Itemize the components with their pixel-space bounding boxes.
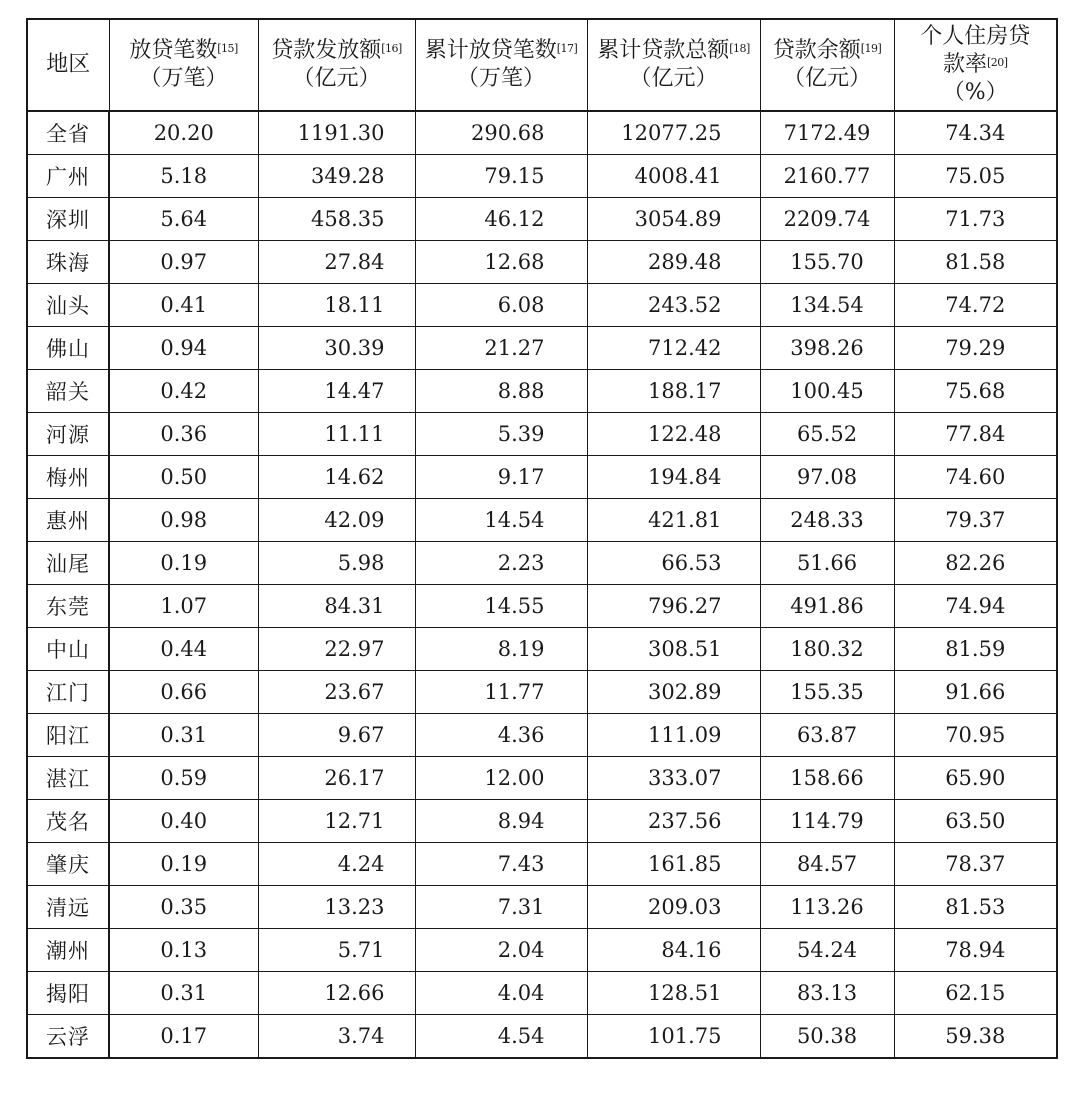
cell-loans-count: 0.31 bbox=[109, 972, 258, 1015]
cell-cumulative-count: 12.68 bbox=[415, 241, 587, 284]
cell-loans-amount: 22.97 bbox=[258, 628, 415, 671]
header-balance: 贷款余额[19] （亿元） bbox=[760, 19, 894, 111]
cell-loans-count: 20.20 bbox=[109, 111, 258, 155]
cell-ratio: 62.15 bbox=[894, 972, 1057, 1015]
cell-loans-amount: 13.23 bbox=[258, 886, 415, 929]
cell-ratio: 74.94 bbox=[894, 585, 1057, 628]
cell-region: 惠州 bbox=[27, 499, 109, 542]
cell-cumulative-count: 14.54 bbox=[415, 499, 587, 542]
cell-balance: 398.26 bbox=[760, 327, 894, 370]
cell-loans-amount: 14.47 bbox=[258, 370, 415, 413]
cell-balance: 7172.49 bbox=[760, 111, 894, 155]
cell-region: 珠海 bbox=[27, 241, 109, 284]
cell-balance: 134.54 bbox=[760, 284, 894, 327]
cell-cumulative-total: 333.07 bbox=[587, 757, 760, 800]
cell-cumulative-total: 302.89 bbox=[587, 671, 760, 714]
cell-ratio: 79.29 bbox=[894, 327, 1057, 370]
table-row bbox=[27, 843, 1057, 886]
table-row bbox=[27, 327, 1057, 370]
cell-cumulative-count: 9.17 bbox=[415, 456, 587, 499]
cell-region: 深圳 bbox=[27, 198, 109, 241]
cell-balance: 158.66 bbox=[760, 757, 894, 800]
cell-region: 江门 bbox=[27, 671, 109, 714]
cell-loans-count: 0.41 bbox=[109, 284, 258, 327]
cell-balance: 50.38 bbox=[760, 1015, 894, 1059]
cell-cumulative-total: 161.85 bbox=[587, 843, 760, 886]
header-cumulative-count: 累计放贷笔数[17] （万笔） bbox=[415, 19, 587, 111]
table-row bbox=[27, 886, 1057, 929]
table-row bbox=[27, 370, 1057, 413]
cell-loans-count: 0.42 bbox=[109, 370, 258, 413]
cell-cumulative-count: 21.27 bbox=[415, 327, 587, 370]
table-row bbox=[27, 413, 1057, 456]
cell-loans-count: 5.18 bbox=[109, 155, 258, 198]
cell-loans-count: 0.19 bbox=[109, 542, 258, 585]
cell-loans-amount: 349.28 bbox=[258, 155, 415, 198]
cell-cumulative-total: 3054.89 bbox=[587, 198, 760, 241]
cell-cumulative-count: 11.77 bbox=[415, 671, 587, 714]
table-row bbox=[27, 757, 1057, 800]
cell-balance: 491.86 bbox=[760, 585, 894, 628]
cell-cumulative-count: 4.04 bbox=[415, 972, 587, 1015]
cell-balance: 114.79 bbox=[760, 800, 894, 843]
cell-ratio: 71.73 bbox=[894, 198, 1057, 241]
cell-loans-amount: 11.11 bbox=[258, 413, 415, 456]
cell-region: 韶关 bbox=[27, 370, 109, 413]
cell-region: 汕头 bbox=[27, 284, 109, 327]
header-loans-amount: 贷款发放额[16] （亿元） bbox=[258, 19, 415, 111]
cell-loans-count: 0.13 bbox=[109, 929, 258, 972]
cell-cumulative-total: 308.51 bbox=[587, 628, 760, 671]
table-row bbox=[27, 671, 1057, 714]
cell-ratio: 65.90 bbox=[894, 757, 1057, 800]
cell-cumulative-count: 7.31 bbox=[415, 886, 587, 929]
cell-loans-amount: 12.71 bbox=[258, 800, 415, 843]
cell-region: 梅州 bbox=[27, 456, 109, 499]
cell-ratio: 81.58 bbox=[894, 241, 1057, 284]
cell-cumulative-count: 12.00 bbox=[415, 757, 587, 800]
cell-region: 肇庆 bbox=[27, 843, 109, 886]
table-row bbox=[27, 111, 1057, 155]
table-body bbox=[27, 111, 1057, 1058]
cell-region: 东莞 bbox=[27, 585, 109, 628]
cell-region: 阳江 bbox=[27, 714, 109, 757]
cell-balance: 100.45 bbox=[760, 370, 894, 413]
cell-balance: 180.32 bbox=[760, 628, 894, 671]
cell-balance: 2160.77 bbox=[760, 155, 894, 198]
housing-loan-table bbox=[26, 18, 1058, 1059]
table-row bbox=[27, 628, 1057, 671]
table-row bbox=[27, 542, 1057, 585]
cell-loans-amount: 12.66 bbox=[258, 972, 415, 1015]
cell-loans-amount: 458.35 bbox=[258, 198, 415, 241]
header-region: 地区 bbox=[27, 19, 109, 111]
cell-loans-count: 0.44 bbox=[109, 628, 258, 671]
cell-loans-amount: 23.67 bbox=[258, 671, 415, 714]
table-row bbox=[27, 929, 1057, 972]
cell-loans-count: 0.35 bbox=[109, 886, 258, 929]
cell-balance: 155.70 bbox=[760, 241, 894, 284]
table-row bbox=[27, 155, 1057, 198]
cell-cumulative-count: 8.19 bbox=[415, 628, 587, 671]
table-row bbox=[27, 284, 1057, 327]
cell-region: 揭阳 bbox=[27, 972, 109, 1015]
cell-cumulative-total: 128.51 bbox=[587, 972, 760, 1015]
cell-cumulative-count: 8.88 bbox=[415, 370, 587, 413]
cell-cumulative-total: 111.09 bbox=[587, 714, 760, 757]
table-row bbox=[27, 499, 1057, 542]
cell-cumulative-total: 188.17 bbox=[587, 370, 760, 413]
cell-loans-amount: 5.98 bbox=[258, 542, 415, 585]
cell-loans-count: 1.07 bbox=[109, 585, 258, 628]
cell-ratio: 82.26 bbox=[894, 542, 1057, 585]
cell-cumulative-total: 237.56 bbox=[587, 800, 760, 843]
cell-ratio: 63.50 bbox=[894, 800, 1057, 843]
cell-ratio: 75.68 bbox=[894, 370, 1057, 413]
cell-balance: 113.26 bbox=[760, 886, 894, 929]
cell-loans-count: 0.94 bbox=[109, 327, 258, 370]
cell-cumulative-total: 12077.25 bbox=[587, 111, 760, 155]
cell-loans-amount: 42.09 bbox=[258, 499, 415, 542]
cell-region: 佛山 bbox=[27, 327, 109, 370]
header-loans-count: 放贷笔数[15] （万笔） bbox=[109, 19, 258, 111]
cell-cumulative-count: 46.12 bbox=[415, 198, 587, 241]
header-row bbox=[27, 19, 1057, 111]
cell-cumulative-count: 2.04 bbox=[415, 929, 587, 972]
table-row bbox=[27, 1015, 1057, 1059]
cell-cumulative-count: 5.39 bbox=[415, 413, 587, 456]
cell-balance: 84.57 bbox=[760, 843, 894, 886]
cell-loans-amount: 30.39 bbox=[258, 327, 415, 370]
cell-region: 中山 bbox=[27, 628, 109, 671]
cell-cumulative-total: 66.53 bbox=[587, 542, 760, 585]
cell-loans-count: 0.66 bbox=[109, 671, 258, 714]
cell-loans-count: 0.97 bbox=[109, 241, 258, 284]
cell-loans-amount: 18.11 bbox=[258, 284, 415, 327]
cell-cumulative-count: 6.08 bbox=[415, 284, 587, 327]
cell-cumulative-total: 243.52 bbox=[587, 284, 760, 327]
cell-ratio: 74.72 bbox=[894, 284, 1057, 327]
cell-region: 广州 bbox=[27, 155, 109, 198]
cell-cumulative-count: 4.54 bbox=[415, 1015, 587, 1059]
cell-cumulative-count: 14.55 bbox=[415, 585, 587, 628]
cell-cumulative-total: 289.48 bbox=[587, 241, 760, 284]
cell-cumulative-count: 4.36 bbox=[415, 714, 587, 757]
cell-cumulative-count: 8.94 bbox=[415, 800, 587, 843]
table-row bbox=[27, 800, 1057, 843]
cell-cumulative-total: 122.48 bbox=[587, 413, 760, 456]
cell-cumulative-total: 712.42 bbox=[587, 327, 760, 370]
cell-balance: 63.87 bbox=[760, 714, 894, 757]
cell-region: 湛江 bbox=[27, 757, 109, 800]
cell-loans-amount: 9.67 bbox=[258, 714, 415, 757]
cell-region: 茂名 bbox=[27, 800, 109, 843]
cell-balance: 155.35 bbox=[760, 671, 894, 714]
cell-region: 河源 bbox=[27, 413, 109, 456]
cell-cumulative-total: 101.75 bbox=[587, 1015, 760, 1059]
cell-balance: 248.33 bbox=[760, 499, 894, 542]
cell-cumulative-total: 209.03 bbox=[587, 886, 760, 929]
cell-region: 汕尾 bbox=[27, 542, 109, 585]
cell-cumulative-total: 4008.41 bbox=[587, 155, 760, 198]
cell-loans-amount: 4.24 bbox=[258, 843, 415, 886]
cell-loans-amount: 26.17 bbox=[258, 757, 415, 800]
cell-region: 全省 bbox=[27, 111, 109, 155]
cell-ratio: 78.37 bbox=[894, 843, 1057, 886]
cell-ratio: 81.59 bbox=[894, 628, 1057, 671]
cell-ratio: 91.66 bbox=[894, 671, 1057, 714]
cell-ratio: 78.94 bbox=[894, 929, 1057, 972]
cell-cumulative-count: 2.23 bbox=[415, 542, 587, 585]
cell-ratio: 77.84 bbox=[894, 413, 1057, 456]
cell-balance: 97.08 bbox=[760, 456, 894, 499]
cell-balance: 51.66 bbox=[760, 542, 894, 585]
cell-loans-amount: 84.31 bbox=[258, 585, 415, 628]
cell-ratio: 74.60 bbox=[894, 456, 1057, 499]
cell-ratio: 79.37 bbox=[894, 499, 1057, 542]
table-header bbox=[27, 19, 1057, 111]
cell-loans-amount: 1191.30 bbox=[258, 111, 415, 155]
cell-region: 清远 bbox=[27, 886, 109, 929]
cell-cumulative-total: 194.84 bbox=[587, 456, 760, 499]
cell-loans-amount: 27.84 bbox=[258, 241, 415, 284]
cell-loans-count: 0.31 bbox=[109, 714, 258, 757]
header-cumulative-total: 累计贷款总额[18] （亿元） bbox=[587, 19, 760, 111]
table-row bbox=[27, 198, 1057, 241]
cell-balance: 65.52 bbox=[760, 413, 894, 456]
header-ratio: 个人住房贷 款率[20] （%） bbox=[894, 19, 1057, 111]
cell-loans-amount: 14.62 bbox=[258, 456, 415, 499]
cell-cumulative-total: 796.27 bbox=[587, 585, 760, 628]
cell-cumulative-count: 79.15 bbox=[415, 155, 587, 198]
cell-ratio: 74.34 bbox=[894, 111, 1057, 155]
cell-loans-count: 0.98 bbox=[109, 499, 258, 542]
cell-loans-count: 5.64 bbox=[109, 198, 258, 241]
cell-loans-count: 0.36 bbox=[109, 413, 258, 456]
cell-region: 潮州 bbox=[27, 929, 109, 972]
cell-balance: 54.24 bbox=[760, 929, 894, 972]
cell-region: 云浮 bbox=[27, 1015, 109, 1059]
table-row bbox=[27, 585, 1057, 628]
cell-ratio: 59.38 bbox=[894, 1015, 1057, 1059]
cell-ratio: 70.95 bbox=[894, 714, 1057, 757]
table-row bbox=[27, 714, 1057, 757]
cell-balance: 83.13 bbox=[760, 972, 894, 1015]
cell-cumulative-count: 290.68 bbox=[415, 111, 587, 155]
cell-loans-count: 0.17 bbox=[109, 1015, 258, 1059]
cell-ratio: 75.05 bbox=[894, 155, 1057, 198]
table-row bbox=[27, 241, 1057, 284]
cell-loans-amount: 3.74 bbox=[258, 1015, 415, 1059]
cell-loans-count: 0.19 bbox=[109, 843, 258, 886]
cell-balance: 2209.74 bbox=[760, 198, 894, 241]
cell-cumulative-count: 7.43 bbox=[415, 843, 587, 886]
table-row bbox=[27, 456, 1057, 499]
cell-loans-amount: 5.71 bbox=[258, 929, 415, 972]
table-row bbox=[27, 972, 1057, 1015]
cell-cumulative-total: 84.16 bbox=[587, 929, 760, 972]
cell-cumulative-total: 421.81 bbox=[587, 499, 760, 542]
cell-ratio: 81.53 bbox=[894, 886, 1057, 929]
cell-loans-count: 0.40 bbox=[109, 800, 258, 843]
cell-loans-count: 0.50 bbox=[109, 456, 258, 499]
cell-loans-count: 0.59 bbox=[109, 757, 258, 800]
